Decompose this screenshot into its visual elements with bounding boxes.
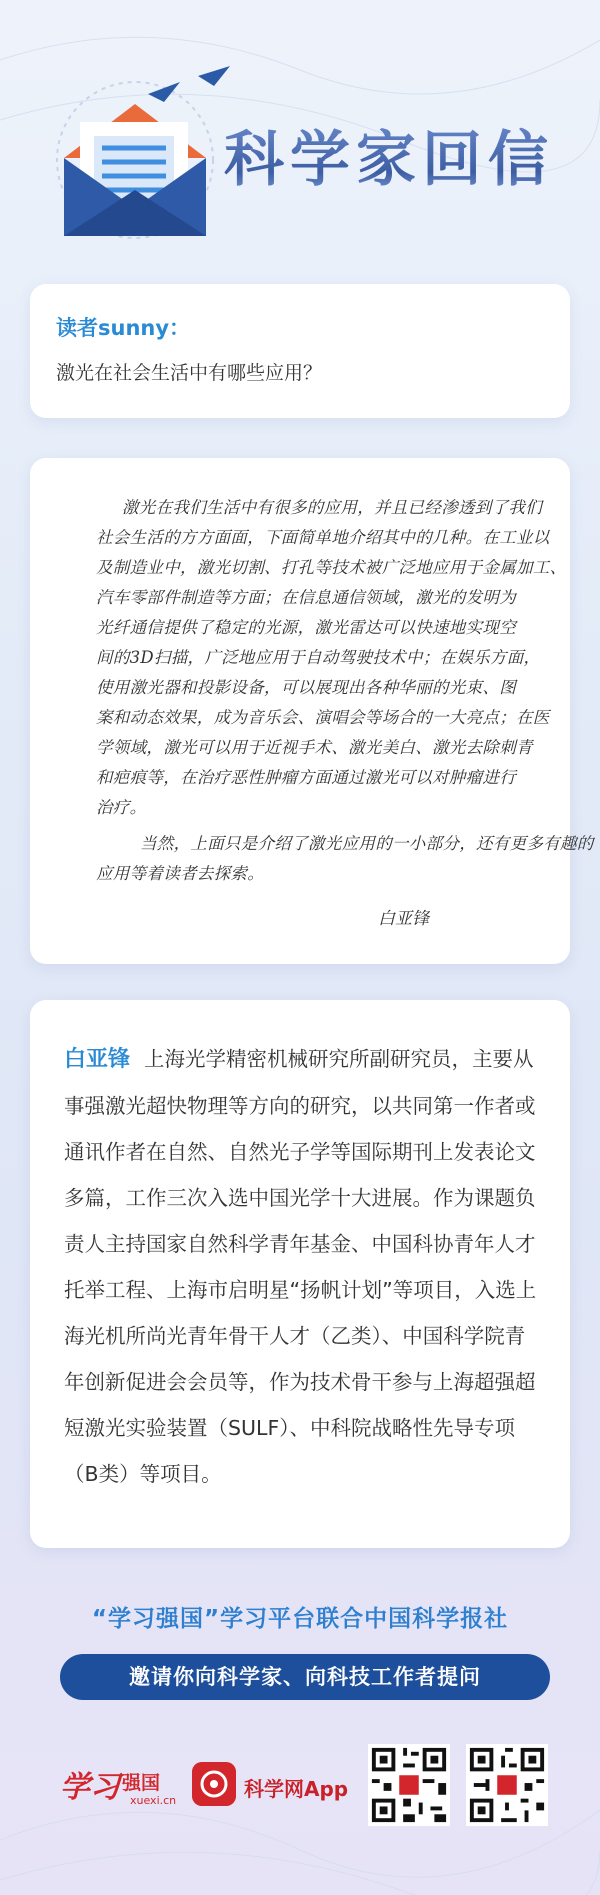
scientist-name: 白亚锋 <box>64 1047 131 1072</box>
xuexi-mark: 学习 <box>60 1770 120 1805</box>
letter-line: 光纤通信提供了稳定的光源，激光雷达可以快速地实现空 <box>96 618 516 637</box>
footer-title: “学习强国”学习平台联合中国科学报社 <box>91 1606 509 1632</box>
letter-line: 治疗。 <box>96 798 147 817</box>
letter-line: 间的3D扫描，广泛地应用于自动驾驶技术中；在娱乐方面， <box>96 648 541 667</box>
letter-line: 激光在我们生活中有很多的应用，并且已经渗透到了我们 <box>122 498 542 517</box>
bio-text-block <box>64 1036 542 1497</box>
xuexi-url: xuexi.cn <box>130 1794 177 1807</box>
question-card <box>30 284 570 418</box>
letter-line: 应用等着读者去探索。 <box>96 864 264 883</box>
envelope-icon <box>30 40 230 260</box>
letter-line: 和疤痕等，在治疗恶性肿瘤方面通过激光可以对肿瘤进行 <box>96 768 516 787</box>
letter-line: 学领域，激光可以用于近视手术、激光美白、激光去除刺青 <box>96 738 533 757</box>
question-text: 激光在社会生活中有哪些应用？ <box>56 362 323 384</box>
letter-line: 及制造业中，激光切割、打孔等技术被广泛地应用于金属加工、 <box>96 558 567 577</box>
handwritten-letter-card <box>30 458 594 964</box>
letter-line: 使用激光器和投影设备，可以展现出各种华丽的光束、图 <box>96 678 516 697</box>
letter-line: 社会生活的方方面面，下面简单地介绍其中的几种。在工业以 <box>96 528 550 547</box>
scientist-bio-card <box>30 1000 570 1548</box>
reader-name: 读者sunny： <box>56 316 191 340</box>
letter-line: 当然，上面只是介绍了激光应用的一小部分，还有更多有趣的 <box>140 834 594 853</box>
letter-line: 汽车零部件制造等方面；在信息通信领域，激光的发明为 <box>96 588 516 607</box>
sciencenet-app-label: 科学网App <box>244 1777 349 1801</box>
qr-code-xuexi[interactable] <box>368 1744 450 1826</box>
page-title: 科学家回信 <box>224 112 554 198</box>
bio-text: 上海光学精密机械研究所副研究员，主要从事强激光超快物理等方向的研究，以共同第一作者或通讯作者在自然、自然光子学等国际期刊上发表论文多篇，工作三次入选中国光学十大进展。作为课题负责人主持国家自然科学青年基金、中国科协青年人才托举工程、上海市启明星“扬帆计划”等项目，入选上海光机所尚光青年骨干人才（乙类）、中国科学院青年创新促进会会员等，作为技术骨干参与上海超强超短激光实验装置（SULF）、中科院战略性先导专项（B类）等项目。 <box>64 1047 537 1486</box>
letter-signature: 白亚锋 <box>378 909 429 929</box>
xuexi-logo <box>60 1760 177 1816</box>
qr-code-sciencenet[interactable] <box>466 1744 548 1826</box>
sciencenet-app-icon <box>192 1762 236 1806</box>
letter-line: 案和动态效果，成为音乐会、演唱会等场合的一大亮点；在医 <box>96 708 550 727</box>
invite-banner: 邀请你向科学家、向科技工作者提问 <box>60 1654 550 1700</box>
header <box>0 0 600 270</box>
xuexi-name: 强国 <box>122 1772 161 1794</box>
